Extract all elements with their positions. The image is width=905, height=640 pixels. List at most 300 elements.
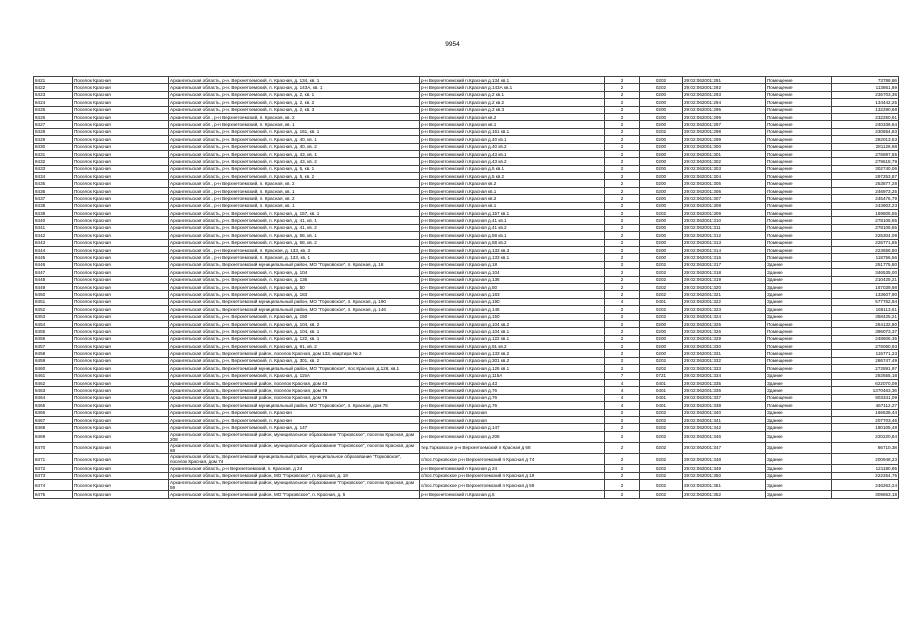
settlement-cell: Поселок Красная xyxy=(73,402,169,409)
cadastral-value-cell: 272891,97 xyxy=(832,365,899,372)
object-address-cell: р-н Верхнетоемский п.Красная д.150 xyxy=(420,313,605,320)
code-b-cell: 0200 xyxy=(640,239,683,246)
address-cell: Архангельская область, р-н. Верхнетоемский, п. Красная, д. 2, кв. 1 xyxy=(169,91,420,98)
settlement-cell: Поселок Красная xyxy=(73,320,169,327)
object-address-cell: р-н Верхнетоемский п.Красная кв.1 xyxy=(420,202,605,209)
code-b-cell: 0200 xyxy=(640,136,683,143)
code-b-cell: 0200 xyxy=(640,343,683,350)
code-a-cell: 2 xyxy=(605,195,640,202)
address-cell: Архангельская область, Верхнетоемский район, МО "Горковское", п. Красная, д. 5 xyxy=(169,491,420,498)
cadastral-number-cell: 29:02:062001:316 xyxy=(683,254,766,261)
object-address-cell: р-н Верхнетоемский п.Красная д.2 кв.3 xyxy=(420,106,605,113)
cadastral-number-cell: 29:02:062001:303 xyxy=(683,165,766,172)
table-row xyxy=(34,472,899,479)
address-cell: Архангельская область, Верхнетоемский район, поселок Красная, дом 43 xyxy=(169,380,420,387)
row-number-cell: 8455 xyxy=(34,328,73,335)
object-address-cell: р-н Верхнетоемский п.Красная кв.1 xyxy=(420,187,605,194)
row-number-cell: 8436 xyxy=(34,187,73,194)
table-row xyxy=(34,402,899,409)
cadastral-value-cell: 297253,87 xyxy=(832,173,899,180)
code-a-cell: 2 xyxy=(605,276,640,283)
cadastral-number-cell: 29:02:062001:349 xyxy=(683,465,766,472)
code-b-cell: 0202 xyxy=(640,291,683,298)
code-b-cell: 0200 xyxy=(640,195,683,202)
cadastral-value-cell: 467112,27 xyxy=(832,402,899,409)
code-b-cell: 0202 xyxy=(640,306,683,313)
settlement-cell: Поселок Красная xyxy=(73,306,169,313)
row-number-cell: 8431 xyxy=(34,150,73,157)
settlement-cell: Поселок Красная xyxy=(73,217,169,224)
row-number-cell: 8472 xyxy=(34,465,73,472)
cadastral-value-cell: 166638,44 xyxy=(832,409,899,416)
cadastral-value-cell: 282013,53 xyxy=(832,136,899,143)
object-address-cell: р-н Верхнетоемский п.Красная д.208 xyxy=(420,431,605,442)
code-b-cell: 0202 xyxy=(640,424,683,431)
code-a-cell: 2 xyxy=(605,472,640,479)
address-cell: Архангельская область, р-н. Верхнетоемский, п. Красная, д. 43, кв. 2 xyxy=(169,158,420,165)
code-b-cell: 0200 xyxy=(640,158,683,165)
object-type-cell: Помещение xyxy=(766,158,832,165)
code-a-cell: 2 xyxy=(605,320,640,327)
address-cell: Архангельская область, Верхнетоемский район, поселок Красная, дом 76 xyxy=(169,387,420,394)
address-cell: Архангельская область, Верхнетоемский муниципальный район, МО "Горковское", п. Красная, д. 18 xyxy=(169,261,420,268)
cadastral-value-cell: 358425,21 xyxy=(832,313,899,320)
cadastral-number-cell: 29:02:062001:307 xyxy=(683,195,766,202)
object-type-cell: Помещение xyxy=(766,365,832,372)
code-a-cell: 2 xyxy=(605,210,640,217)
object-type-cell: Помещение xyxy=(766,246,832,253)
cadastral-number-cell: 29:02:062001:314 xyxy=(683,246,766,253)
cadastral-number-cell: 29:02:062001:306 xyxy=(683,187,766,194)
table-row xyxy=(34,372,899,379)
object-type-cell: Помещение xyxy=(766,224,832,231)
row-number-cell: 8441 xyxy=(34,224,73,231)
code-a-cell: 2 xyxy=(605,465,640,472)
code-a-cell: 2 xyxy=(605,217,640,224)
settlement-cell: Поселок Красная xyxy=(73,298,169,305)
cadastral-number-cell: 29:02:062001:292 xyxy=(683,84,766,91)
row-number-cell: 8449 xyxy=(34,283,73,290)
table-row xyxy=(34,409,899,416)
cadastral-value-cell: 118756,56 xyxy=(832,254,899,261)
code-b-cell: 0200 xyxy=(640,335,683,342)
object-address-cell: р-н Верхнетоемский п.Красная д.301 кв.2 xyxy=(420,357,605,364)
cadastral-value-cell: 73788,86 xyxy=(832,77,899,84)
code-b-cell: 0202 xyxy=(640,480,683,491)
code-a-cell: 2 xyxy=(605,99,640,106)
table-row xyxy=(34,465,899,472)
table-row xyxy=(34,150,899,157)
code-a-cell: 2 xyxy=(605,128,640,135)
cadastral-value-cell: 169805,55 xyxy=(832,210,899,217)
code-b-cell: 0202 xyxy=(640,409,683,416)
object-type-cell: Здание xyxy=(766,454,832,465)
row-number-cell: 8448 xyxy=(34,276,73,283)
object-type-cell: Помещение xyxy=(766,106,832,113)
cadastral-value-cell: 222254,75 xyxy=(832,472,899,479)
row-number-cell: 8459 xyxy=(34,357,73,364)
table-row xyxy=(34,320,899,327)
cadastral-value-cell: 236703,36 xyxy=(832,91,899,98)
settlement-cell: Поселок Красная xyxy=(73,328,169,335)
address-cell: Архангельская обл., р-н Верхнетоемский, п. Красная, кв. 2 xyxy=(169,180,420,187)
cadastral-value-cell: 1370463,36 xyxy=(832,387,899,394)
object-address-cell: р-н Верхнетоемский п.Красная xyxy=(420,409,605,416)
registry-table-body xyxy=(34,77,899,499)
cadastral-value-cell: 309653,18 xyxy=(832,491,899,498)
cadastral-value-cell: 210425,21 xyxy=(832,276,899,283)
cadastral-number-cell: 29:02:062001:326 xyxy=(683,328,766,335)
object-address-cell: р-н Верхнетоемский п.Красная д.157 кв.1 xyxy=(420,210,605,217)
code-b-cell: 0202 xyxy=(640,357,683,364)
table-row xyxy=(34,357,899,364)
cadastral-number-cell: 29:02:062001:352 xyxy=(683,491,766,498)
cadastral-number-cell: 29:02:062001:294 xyxy=(683,99,766,106)
cadastral-number-cell: 29:02:062001:301 xyxy=(683,150,766,157)
cadastral-number-cell: 29:02:062001:337 xyxy=(683,394,766,401)
table-row xyxy=(34,143,899,150)
cadastral-value-cell: 220220,84 xyxy=(832,431,899,442)
object-address-cell: р-н Верхнетоемский п.Красная кв.2 xyxy=(420,195,605,202)
object-address-cell: р-н Верхнетоемский п.Красная кв.2 xyxy=(420,180,605,187)
table-row xyxy=(34,77,899,84)
address-cell: Архангельская область, р-н. Верхнетоемский, п. Красная, д. 104 xyxy=(169,269,420,276)
cadastral-number-cell: 29:02:062001:324 xyxy=(683,313,766,320)
settlement-cell: Поселок Красная xyxy=(73,472,169,479)
table-row xyxy=(34,158,899,165)
code-b-cell: 0401 xyxy=(640,387,683,394)
cadastral-number-cell: 29:02:062001:310 xyxy=(683,217,766,224)
cadastral-value-cell: 180105,48 xyxy=(832,424,899,431)
settlement-cell: Поселок Красная xyxy=(73,372,169,379)
object-address-cell: р-н Верхнетоемский п Красная д 24 xyxy=(420,465,605,472)
cadastral-value-cell: 903341,09 xyxy=(832,394,899,401)
cadastral-number-cell: 29:02:062001:331 xyxy=(683,350,766,357)
object-type-cell: Здание xyxy=(766,380,832,387)
object-type-cell: Здание xyxy=(766,409,832,416)
object-type-cell: Здание xyxy=(766,387,832,394)
address-cell: Архангельская область, р-н. Верхнетоемский, п. Красная, д. 41, кв. 2 xyxy=(169,224,420,231)
code-b-cell: 0200 xyxy=(640,320,683,327)
address-cell: Архангельская область, р-н. Верхнетоемский, п. Красная, д. 136 xyxy=(169,276,420,283)
table-row xyxy=(34,380,899,387)
settlement-cell: Поселок Красная xyxy=(73,454,169,465)
row-number-cell: 8462 xyxy=(34,380,73,387)
settlement-cell: Поселок Красная xyxy=(73,313,169,320)
settlement-cell: Поселок Красная xyxy=(73,106,169,113)
cadastral-value-cell: 240336,64 xyxy=(832,121,899,128)
code-a-cell: 2 xyxy=(605,442,640,453)
object-address-cell: р-н Верхнетоемский п.Красная д.43 xyxy=(420,380,605,387)
object-type-cell: Помещение xyxy=(766,394,832,401)
object-type-cell: Помещение xyxy=(766,113,832,120)
table-row xyxy=(34,431,899,442)
object-type-cell: Помещение xyxy=(766,77,832,84)
object-type-cell: Здание xyxy=(766,472,832,479)
row-number-cell: 8426 xyxy=(34,113,73,120)
settlement-cell: Поселок Красная xyxy=(73,291,169,298)
object-type-cell: Здание xyxy=(766,442,832,453)
cadastral-number-cell: 29:02:062001:335 xyxy=(683,380,766,387)
row-number-cell: 8444 xyxy=(34,246,73,253)
cadastral-number-cell: 29:02:062001:336 xyxy=(683,387,766,394)
code-a-cell: 2 xyxy=(605,291,640,298)
code-b-cell: 0202 xyxy=(640,210,683,217)
object-type-cell: Здание xyxy=(766,416,832,423)
code-a-cell: 2 xyxy=(605,491,640,498)
settlement-cell: Поселок Красная xyxy=(73,150,169,157)
cadastral-number-cell: 29:02:062001:293 xyxy=(683,91,766,98)
cadastral-value-cell: 207703,46 xyxy=(832,416,899,423)
row-number-cell: 8461 xyxy=(34,372,73,379)
cadastral-value-cell: 246263,24 xyxy=(832,480,899,491)
table-row xyxy=(34,350,899,357)
code-a-cell: 2 xyxy=(605,365,640,372)
cadastral-number-cell: 29:02:062001:295 xyxy=(683,106,766,113)
table-row xyxy=(34,180,899,187)
cadastral-number-cell: 29:02:062001:305 xyxy=(683,180,766,187)
cadastral-value-cell: 167039,98 xyxy=(832,283,899,290)
code-b-cell: 0200 xyxy=(640,173,683,180)
table-row xyxy=(34,239,899,246)
code-b-cell: 0200 xyxy=(640,246,683,253)
table-row xyxy=(34,91,899,98)
cadastral-value-cell: 116771,23 xyxy=(832,350,899,357)
code-a-cell: 2 xyxy=(605,409,640,416)
code-a-cell: 4 xyxy=(605,394,640,401)
cadastral-number-cell: 29:02:062001:319 xyxy=(683,276,766,283)
object-type-cell: Помещение xyxy=(766,91,832,98)
row-number-cell: 8473 xyxy=(34,472,73,479)
object-address-cell: р-н Верхнетоемский п.Красная д.76 xyxy=(420,402,605,409)
address-cell: Архангельская область, р-н. Верхнетоемский, п. Красная, д. 5, кв. 2 xyxy=(169,173,420,180)
code-b-cell: 0200 xyxy=(640,202,683,209)
code-a-cell: 2 xyxy=(605,158,640,165)
table-row xyxy=(34,394,899,401)
row-number-cell: 8430 xyxy=(34,143,73,150)
settlement-cell: Поселок Красная xyxy=(73,276,169,283)
cadastral-number-cell: 29:02:062001:338 xyxy=(683,402,766,409)
object-address-cell: р-н Верхнетоемский п.Красная д.133 кв.3 xyxy=(420,246,605,253)
cadastral-value-cell: 230654,83 xyxy=(832,128,899,135)
settlement-cell: Поселок Красная xyxy=(73,224,169,231)
settlement-cell: Поселок Красная xyxy=(73,335,169,342)
cadastral-number-cell: 29:02:062001:300 xyxy=(683,143,766,150)
cadastral-number-cell: 29:02:062001:341 xyxy=(683,416,766,423)
cadastral-number-cell: 29:02:062001:332 xyxy=(683,357,766,364)
address-cell: Архангельская область, р-н. Верхнетоемский, п. Красная, д. 134, кв. 1 xyxy=(169,77,420,84)
address-cell: Архангельская область, р-н. Верхнетоемский, п. Красная, д. 43, кв. 1 xyxy=(169,150,420,157)
row-number-cell: 8453 xyxy=(34,313,73,320)
settlement-cell: Поселок Красная xyxy=(73,387,169,394)
code-b-cell: 0401 xyxy=(640,380,683,387)
settlement-cell: Поселок Красная xyxy=(73,350,169,357)
row-number-cell: 8434 xyxy=(34,173,73,180)
row-number-cell: 8458 xyxy=(34,350,73,357)
address-cell: Архангельская область, р-н. Верхнетоемский, п. Красная, д. 183 xyxy=(169,291,420,298)
object-address-cell: р-н Верхнетоемский п.Красная д.133 кв.2 xyxy=(420,350,605,357)
row-number-cell: 8446 xyxy=(34,261,73,268)
object-type-cell: Помещение xyxy=(766,350,832,357)
code-b-cell: 0200 xyxy=(640,350,683,357)
settlement-cell: Поселок Красная xyxy=(73,480,169,491)
code-a-cell: 2 xyxy=(605,84,640,91)
code-a-cell: 2 xyxy=(605,357,640,364)
object-type-cell: Здание xyxy=(766,424,832,431)
code-b-cell: 0401 xyxy=(640,402,683,409)
code-b-cell: 0200 xyxy=(640,328,683,335)
object-type-cell: Помещение xyxy=(766,239,832,246)
address-cell: Архангельская область, р-н. Верхнетоемский, п. Красная xyxy=(169,409,420,416)
object-type-cell: Здание xyxy=(766,431,832,442)
address-cell: Архангельская обл., р-н Верхнетоемский, п. Красная, кв. 1 xyxy=(169,202,420,209)
code-b-cell: 0202 xyxy=(640,77,683,84)
page-number: 9954 xyxy=(445,41,460,48)
object-type-cell: Помещение xyxy=(766,232,832,239)
table-row xyxy=(34,113,899,120)
row-number-cell: 8442 xyxy=(34,232,73,239)
cadastral-value-cell: 577762,94 xyxy=(832,298,899,305)
code-a-cell: 2 xyxy=(605,202,640,209)
table-row xyxy=(34,365,899,372)
row-number-cell: 8475 xyxy=(34,491,73,498)
code-a-cell: 2 xyxy=(605,113,640,120)
cadastral-number-cell: 29:02:062001:308 xyxy=(683,202,766,209)
address-cell: Архангельская область, Верхнетоемский район, МО "Горковское", п. Красная, д. 19 xyxy=(169,472,420,479)
code-b-cell: 0200 xyxy=(640,232,683,239)
row-number-cell: 8457 xyxy=(34,343,73,350)
object-address-cell: р-н Верхнетоемский п.Красная xyxy=(420,416,605,423)
object-address-cell: р-н Верхнетоемский п.Красная д.91 кв.2 xyxy=(420,343,605,350)
object-type-cell: Помещение xyxy=(766,173,832,180)
object-address-cell: р-н Верхнетоемский п.Красная д.147 xyxy=(420,424,605,431)
object-address-cell: р-н Верхнетоемский п.Красная кв.1 xyxy=(420,121,605,128)
address-cell: Архангельская область, Верхнетоемский район, муниципальное образование "Горковское", поселок Красная, дом 59 xyxy=(169,480,420,491)
object-address-cell: р-н Верхнетоемский п.Красная д.18 xyxy=(420,261,605,268)
object-type-cell: Помещение xyxy=(766,254,832,261)
code-b-cell: 0202 xyxy=(640,416,683,423)
code-b-cell: 0202 xyxy=(640,128,683,135)
code-a-cell: 2 xyxy=(605,306,640,313)
object-address-cell: р-н Верхнетоемский п.Красная д.43 кв.2 xyxy=(420,158,605,165)
table-row xyxy=(34,136,899,143)
settlement-cell: Поселок Красная xyxy=(73,77,169,84)
object-type-cell: Здание xyxy=(766,269,832,276)
settlement-cell: Поселок Красная xyxy=(73,246,169,253)
address-cell: Архангельская обл., р-н Верхнетоемский, п. Красная, кв. 1 xyxy=(169,187,420,194)
code-a-cell: 2 xyxy=(605,246,640,253)
table-row xyxy=(34,424,899,431)
row-number-cell: 8429 xyxy=(34,136,73,143)
object-type-cell: Помещение xyxy=(766,180,832,187)
address-cell: Архангельская область, р-н. Верхнетоемский, п. Красная, д. 40, кв. 1 xyxy=(169,136,420,143)
object-address-cell: р-н Верхнетоемский п.Красная д.5 кв.2 xyxy=(420,173,605,180)
code-a-cell: 2 xyxy=(605,232,640,239)
object-type-cell: Помещение xyxy=(766,202,832,209)
code-a-cell: 2 xyxy=(605,335,640,342)
code-a-cell: 2 xyxy=(605,261,640,268)
code-b-cell: 0202 xyxy=(640,84,683,91)
cadastral-number-cell: 29:02:062001:312 xyxy=(683,232,766,239)
settlement-cell: Поселок Красная xyxy=(73,269,169,276)
code-b-cell: 0200 xyxy=(640,113,683,120)
settlement-cell: Поселок Красная xyxy=(73,424,169,431)
table-row xyxy=(34,283,899,290)
object-type-cell: Помещение xyxy=(766,402,832,409)
table-row xyxy=(34,165,899,172)
address-cell: Архангельская область, Верхнетоемский муниципальный район, МО "Горковское", пос.Красная, д.126, кв.1 xyxy=(169,365,420,372)
row-number-cell: 8474 xyxy=(34,480,73,491)
table-row xyxy=(34,254,899,261)
settlement-cell: Поселок Красная xyxy=(73,232,169,239)
table-row xyxy=(34,313,899,320)
address-cell: Архангельская обл., р-н Верхнетоемский, п. Красная, кв. 2 xyxy=(169,113,420,120)
cadastral-value-cell: 278105,65 xyxy=(832,224,899,231)
settlement-cell: Поселок Красная xyxy=(73,343,169,350)
code-a-cell: 2 xyxy=(605,313,640,320)
address-cell: Архангельская область, Верхнетоемский район, поселок Красная, дом 133, квартира № 2 xyxy=(169,350,420,357)
row-number-cell: 8428 xyxy=(34,128,73,135)
row-number-cell: 8425 xyxy=(34,106,73,113)
cadastral-value-cell: 302740,06 xyxy=(832,165,899,172)
cadastral-number-cell: 29:02:062001:351 xyxy=(683,480,766,491)
settlement-cell: Поселок Красная xyxy=(73,165,169,172)
row-number-cell: 8465 xyxy=(34,402,73,409)
row-number-cell: 8471 xyxy=(34,454,73,465)
object-type-cell: Помещение xyxy=(766,328,832,335)
code-a-cell: 2 xyxy=(605,165,640,172)
address-cell: Архангельская область, р-н. Верхнетоемский, п. Красная, д. 122, кв. 1 xyxy=(169,335,420,342)
address-cell: Архангельская область, р-н. Верхнетоемский, п. Красная, д. 301, кв. 2 xyxy=(169,357,420,364)
code-a-cell: 2 xyxy=(605,239,640,246)
table-row xyxy=(34,232,899,239)
object-address-cell: р-н Верхнетоемский п.Красная д.122 кв.1 xyxy=(420,335,605,342)
object-address-cell: р-н Верхнетоемский п.Красная д.41 кв.1 xyxy=(420,217,605,224)
cadastral-value-cell: 282555,18 xyxy=(832,372,899,379)
address-cell: Архангельская область, р-н. Верхнетоемский, п. Красная, д. 58, кв. 1 xyxy=(169,232,420,239)
address-cell: Архангельская область, Верхнетоемский муниципальный район, МО "Горковское", п. Красная, д. 146 xyxy=(169,306,420,313)
settlement-cell: Поселок Красная xyxy=(73,121,169,128)
row-number-cell: 8460 xyxy=(34,365,73,372)
settlement-cell: Поселок Красная xyxy=(73,365,169,372)
table-row xyxy=(34,269,899,276)
code-a-cell: 2 xyxy=(605,350,640,357)
object-address-cell: р-н Верхнетоемский п.Красная д.190 xyxy=(420,298,605,305)
code-b-cell: 0200 xyxy=(640,150,683,157)
address-cell: Архангельская область, р-н. Верхнетоемский, п. Красная, д. 143А, кв. 1 xyxy=(169,84,420,91)
object-address-cell: с/пос.Горковское р-н Верхнетоемский п Красная д 59 xyxy=(420,480,605,491)
object-address-cell: р-н Верхнетоемский п.Красная д.40 кв.2 xyxy=(420,143,605,150)
object-type-cell: Помещение xyxy=(766,357,832,364)
settlement-cell: Поселок Красная xyxy=(73,158,169,165)
table-row xyxy=(34,202,899,209)
code-b-cell: 0202 xyxy=(640,276,683,283)
code-b-cell: 0202 xyxy=(640,261,683,268)
object-address-cell: р-н Верхнетоемский п.Красная д.5 xyxy=(420,491,605,498)
object-type-cell: Помещение xyxy=(766,343,832,350)
settlement-cell: Поселок Красная xyxy=(73,239,169,246)
row-number-cell: 8440 xyxy=(34,217,73,224)
object-type-cell: Здание xyxy=(766,372,832,379)
code-a-cell: 2 xyxy=(605,328,640,335)
code-b-cell: 0401 xyxy=(640,394,683,401)
settlement-cell: Поселок Красная xyxy=(73,180,169,187)
address-cell: Архангельская область, Верхнетоемский район, муниципальное образование "Горковское", поселок Красная, дом 68 xyxy=(169,442,420,453)
cadastral-number-cell: 29:02:062001:297 xyxy=(683,121,766,128)
cadastral-value-cell: 246973,25 xyxy=(832,187,899,194)
object-address-cell: р-н Верхнетоемский п.Красная кв.2 xyxy=(420,113,605,120)
code-b-cell: 0200 xyxy=(640,91,683,98)
